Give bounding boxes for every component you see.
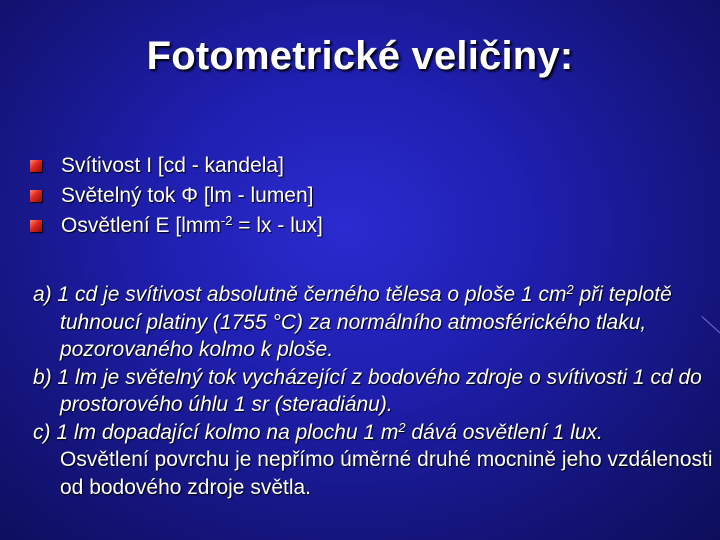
definition-text-post: při teplotě tuhnoucí platiny (1755 °C) za normálního atmosférického tlaku, pozorovaného kolmo k ploše. (60, 283, 672, 361)
bullet-illuminance (30, 211, 323, 241)
definition-lux (33, 419, 717, 447)
bullet-luminous-flux (30, 181, 323, 211)
definition-text-pre: c) 1 lm dopadající kolmo na plochu 1 m (33, 420, 399, 444)
definition-exponent: 2 (566, 282, 574, 297)
bullet-exponent: -2 (220, 213, 233, 228)
red-square-bullet-icon (30, 190, 42, 202)
red-square-bullet-icon (30, 160, 42, 172)
slide-title: Fotometrické veličiny: (146, 34, 574, 78)
inverse-square-note: Osvětlení povrchu je nepřímo úměrné druhé mocnině jeho vzdálenosti od bodového zdroje světla. (60, 448, 713, 499)
bullet-text: Svítivost I [cd - kandela] (61, 154, 284, 177)
bullet-text-pre: Osvětlení E [lmm (61, 214, 221, 237)
definition-candela (33, 281, 717, 364)
definition-lumen: b) 1 lm je světelný tok vycházející z bodového zdroje o svítivosti 1 cd do prostorového úhlu 1 sr (steradiánu). (33, 365, 702, 416)
red-square-bullet-icon (30, 220, 42, 232)
bullet-text: Světelný tok Φ [lm - lumen] (61, 184, 314, 207)
quantity-list (30, 151, 323, 241)
definition-text-pre: a) 1 cd je svítivost absolutně černého tělesa o ploše 1 cm (33, 283, 567, 306)
definitions-block (33, 281, 717, 501)
bullet-luminous-intensity (30, 151, 323, 181)
definition-text-post: dává osvětlení 1 lux. (405, 420, 603, 444)
bullet-text-post: = lx - lux] (232, 214, 323, 237)
definition-exponent: 2 (398, 419, 406, 435)
